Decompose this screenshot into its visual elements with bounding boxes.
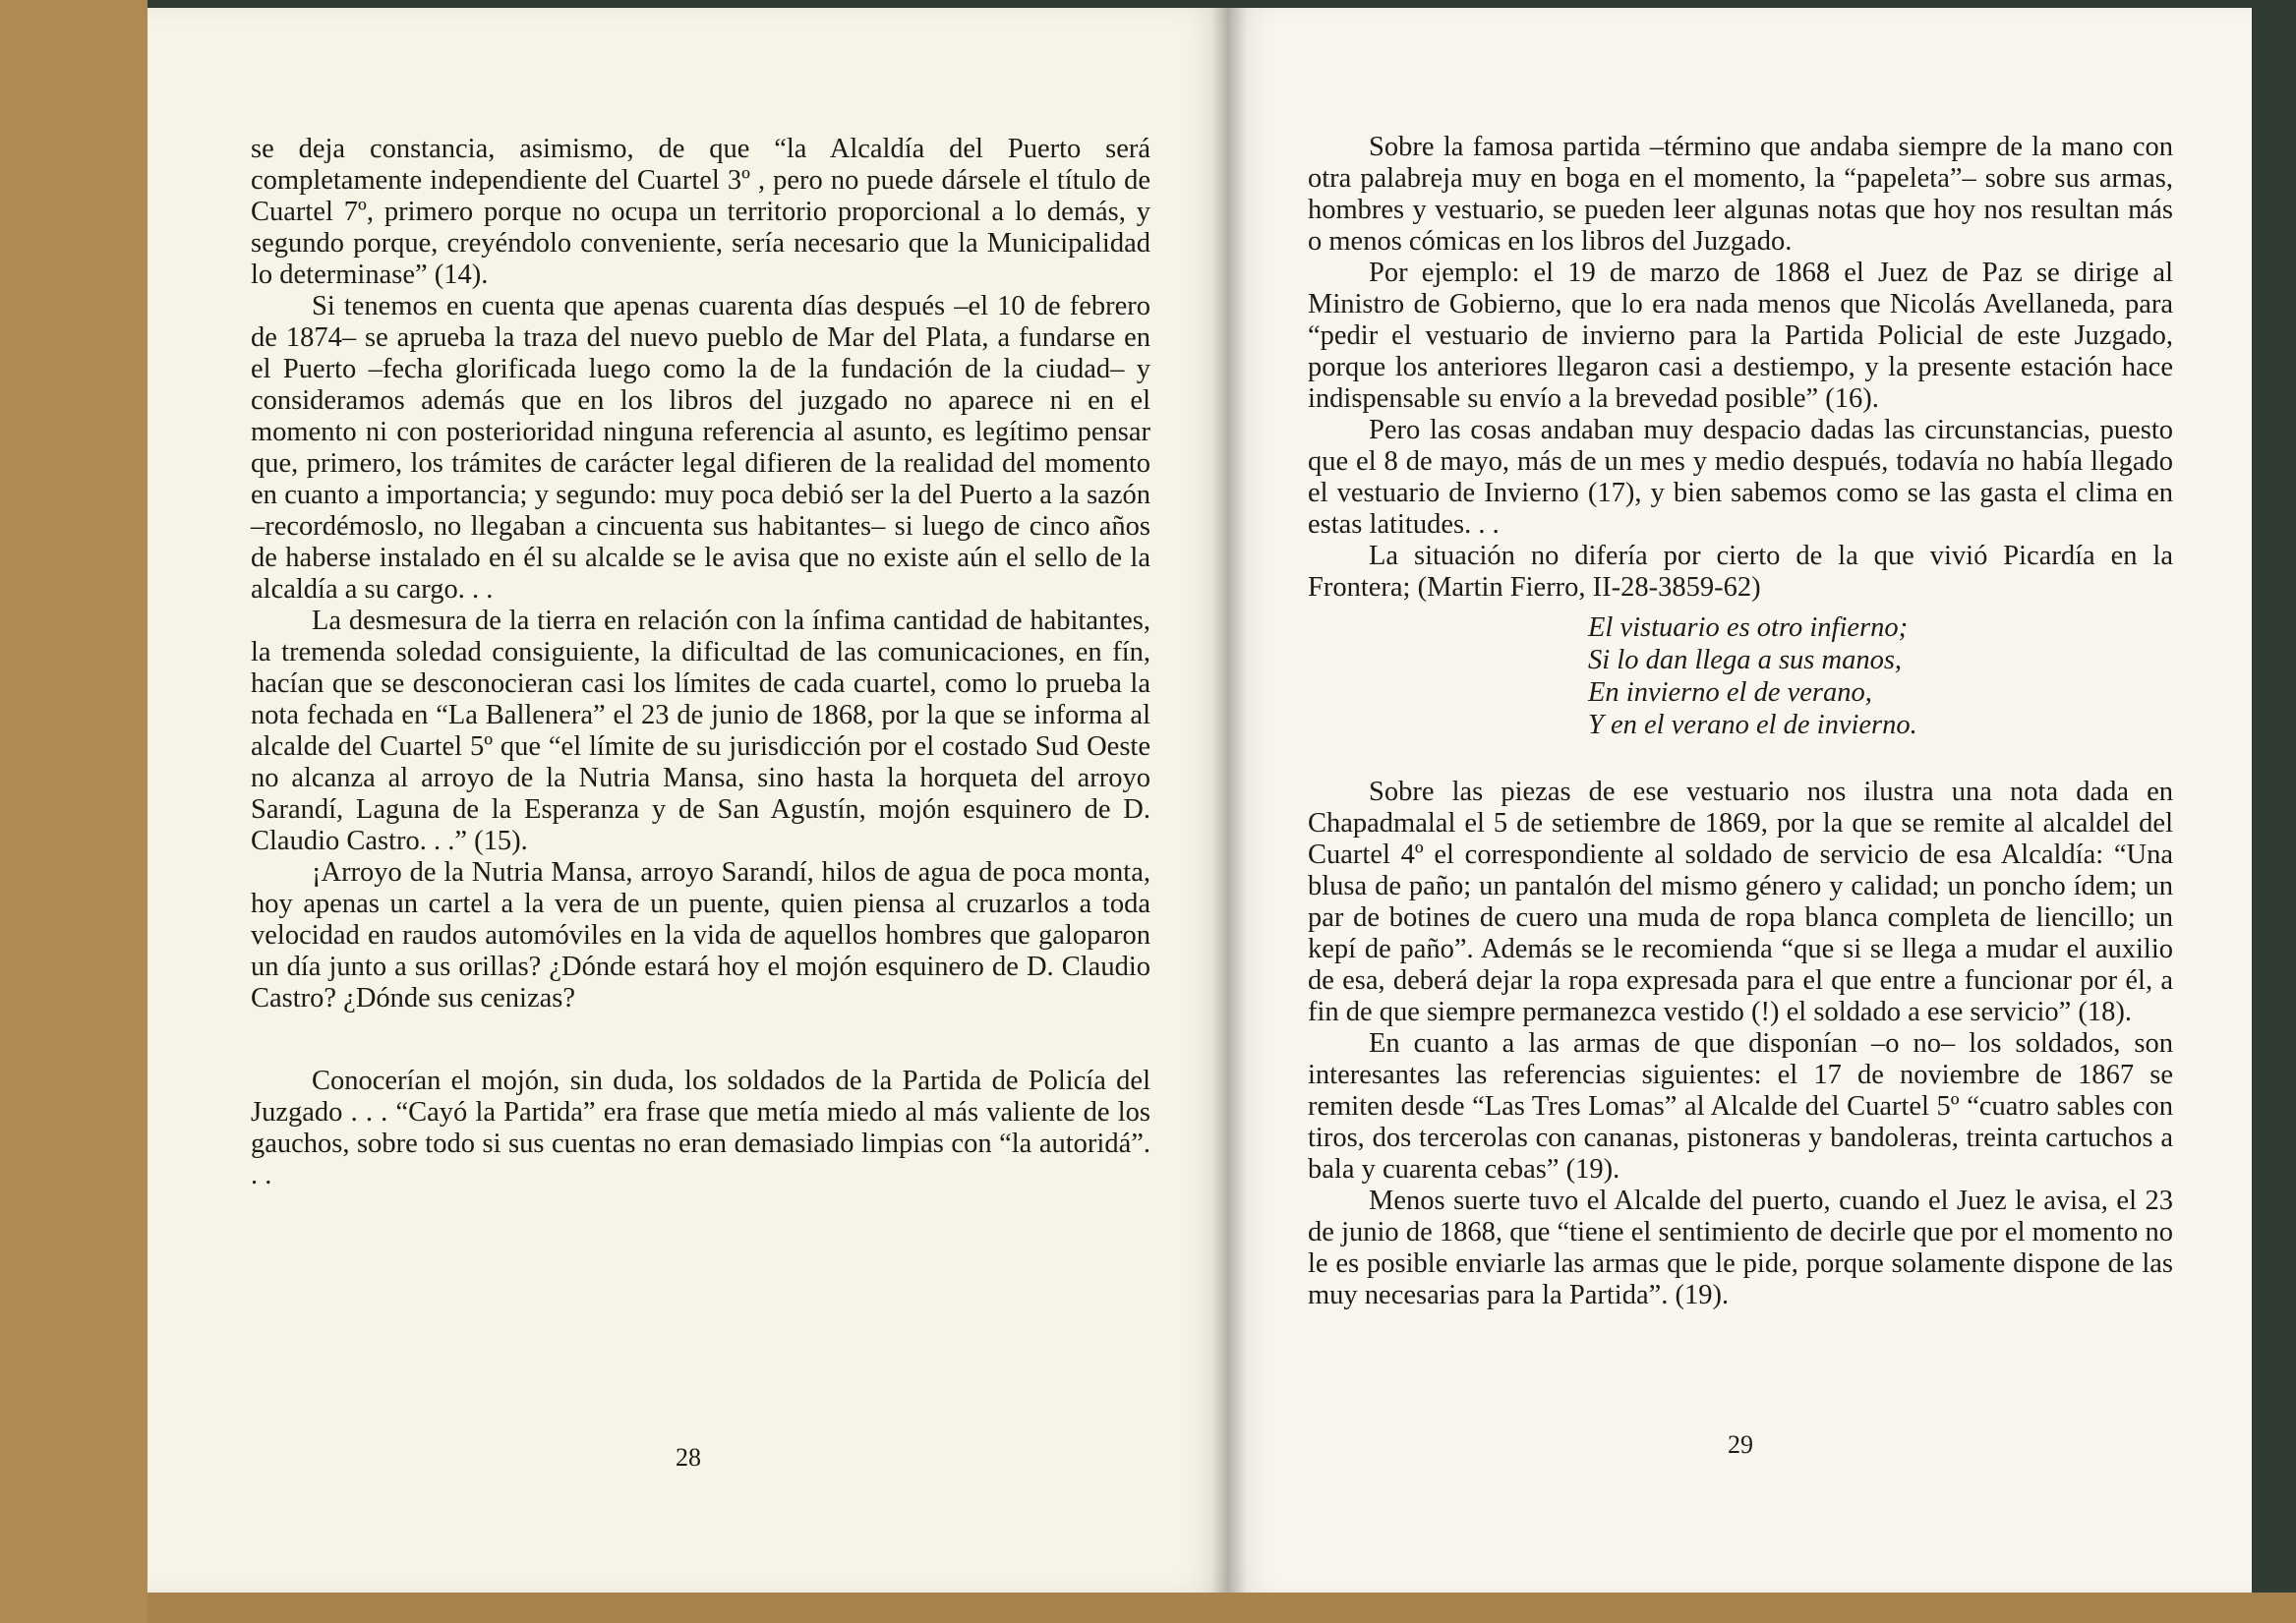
section-break <box>1308 741 2173 777</box>
paragraph: La desmesura de la tierra en relación con la ínfima cantidad de habitantes, la tremenda soledad consiguiente, la dificultad de las comunicaciones, en fín, hacían que se desconocieran casi los límites de cada cuartel, como lo prueba la nota fechada en “La Ballenera” el 23 de junio de 1868, por la que se informa al alcalde del Cuartel 5º que “el límite de su jurisdicción por el costado Sud Oeste no alcanza al arroyo de la Nutria Mansa, sino hasta la horqueta del arroyo Sarandí, Laguna de la Esperanza y de San Agustín, mojón esquinero de D. Claudio Castro. . .” (15). <box>251 606 1150 856</box>
scan-background-strip <box>147 1593 2296 1623</box>
left-page <box>147 8 1229 1593</box>
right-page <box>1229 8 2252 1593</box>
right-page-text <box>1308 132 2173 1311</box>
verse-quote <box>1588 611 2173 741</box>
paragraph: En cuanto a las armas de que disponían –o no– los soldados, son interesantes las referencias siguientes: el 17 de noviembre de 1867 se remiten desde “Las Tres Lomas” al Alcalde del Cuartel 5º “cuatro sables con tiros, dos tercerolas con cananas, pistoneras y bandoleras, treinta cartuchos a bala y cuarenta cebas” (19). <box>1308 1028 2173 1185</box>
paragraph: Sobre la famosa partida –término que andaba siempre de la mano con otra palabreja muy en boga en el momento, la “papeleta”– sobre sus armas, hombres y vestuario, se pueden leer algunas notas que hoy nos resultan más o menos cómicas en los libros del Juzgado. <box>1308 132 2173 257</box>
section-break <box>251 1014 1150 1066</box>
verse-line: El vistuario es otro infierno; <box>1588 612 1909 643</box>
verse-line: Y en el verano el de invierno. <box>1588 710 1917 740</box>
verse-line: En invierno el de verano, <box>1588 677 1872 708</box>
verse-line: Si lo dan llega a sus manos, <box>1588 645 1903 675</box>
paragraph: Menos suerte tuvo el Alcalde del puerto, cuando el Juez le avisa, el 23 de junio de 1868, que “tiene el sentimiento de decirle que por el momento no le es posible enviarle las armas que le pide, porque solamente dispone de las muy necesarias para la Partida”. (19). <box>1308 1186 2173 1310</box>
left-page-text <box>251 134 1150 1191</box>
paragraph: Por ejemplo: el 19 de marzo de 1868 el Juez de Paz se dirige al Ministro de Gobierno, que lo era nada menos que Nicolás Avellaneda, para “pedir el vestuario de invierno para la Partida Policial de este Juzgado, porque los anteriores llegaron casi a destiempo, y la presente estación hace indispensable su envío a la brevedad posible” (16). <box>1308 258 2173 414</box>
paragraph: Sobre las piezas de ese vestuario nos ilustra una nota dada en Chapadmalal el 5 de setiembre de 1869, por la que se remite al alcaldel del Cuartel 4º el correspondiente al soldado de servicio de esa Alcaldía: “Una blusa de paño; un pantalón del mismo género y calidad; un poncho ídem; un par de botines de cuero una muda de ropa blanca completa de liencillo; un kepí de paño”. Además se le recomienda “que si se llega a mudar el auxilio de esa, deberá dejar la ropa expresada para el que entre a funcionar por él, a fin de que siempre permanezca vestido (!) el soldado a ese servicio” (18). <box>1308 777 2173 1027</box>
paragraph: Si tenemos en cuenta que apenas cuarenta días después –el 10 de febrero de 1874– se aprueba la traza del nuevo pueblo de Mar del Plata, a fundarse en el Puerto –fecha glorificada luego como la de la fundación de la ciudad– y consideramos además que en los libros del juzgado no aparece ni en el momento ni con posterioridad ninguna referencia al asunto, es legítimo pensar que, primero, los trámites de carácter legal difieren de la realidad del momento en cuanto a importancia; y segundo: muy poca debió ser la del Puerto a la sazón –recordémoslo, no llegaban a cincuenta sus habitantes– si luego de cinco años de haberse instalado en él su alcalde se le avisa que no existe aún el sello de la alcaldía a su cargo. . . <box>251 291 1150 605</box>
page-number: 28 <box>676 1443 701 1472</box>
paragraph: Conocerían el mojón, sin duda, los soldados de la Partida de Policía del Juzgado . . . “Cayó la Partida” era frase que metía miedo al más valiente de los gauchos, sobre todo si sus cuentas no eran demasiado limpias con “la autoridá”. . . <box>251 1066 1150 1190</box>
paragraph: La situación no difería por cierto de la que vivió Picardía en la Frontera; (Martin Fierro, II-28-3859-62) <box>1308 541 2173 603</box>
page-number: 29 <box>1728 1430 1753 1459</box>
book-gutter <box>1211 8 1247 1593</box>
paragraph: ¡Arroyo de la Nutria Mansa, arroyo Sarandí, hilos de agua de poca monta, hoy apenas un cartel a la vera de un puente, quien piensa al cruzarlos a toda velocidad en raudos automóviles en la vida de aquellos hombres que galoparon un día junto a sus orillas? ¿Dónde estará hoy el mojón esquinero de D. Claudio Castro? ¿Dónde sus cenizas? <box>251 857 1150 1014</box>
paragraph: se deja constancia, asimismo, de que “la Alcaldía del Puerto será completamente independiente del Cuartel 3º , pero no puede dársele el título de Cuartel 7º, primero porque no ocupa un territorio proporcional a lo demás, y segundo porque, creyéndolo conveniente, sería necesario que la Municipalidad lo determinase” (14). <box>251 134 1150 290</box>
paragraph: Pero las cosas andaban muy despacio dadas las circunstancias, puesto que el 8 de mayo, más de un mes y medio después, todavía no había llegado el vestuario de Invierno (17), y bien sabemos como se las gasta el clima en estas latitudes. . . <box>1308 415 2173 540</box>
